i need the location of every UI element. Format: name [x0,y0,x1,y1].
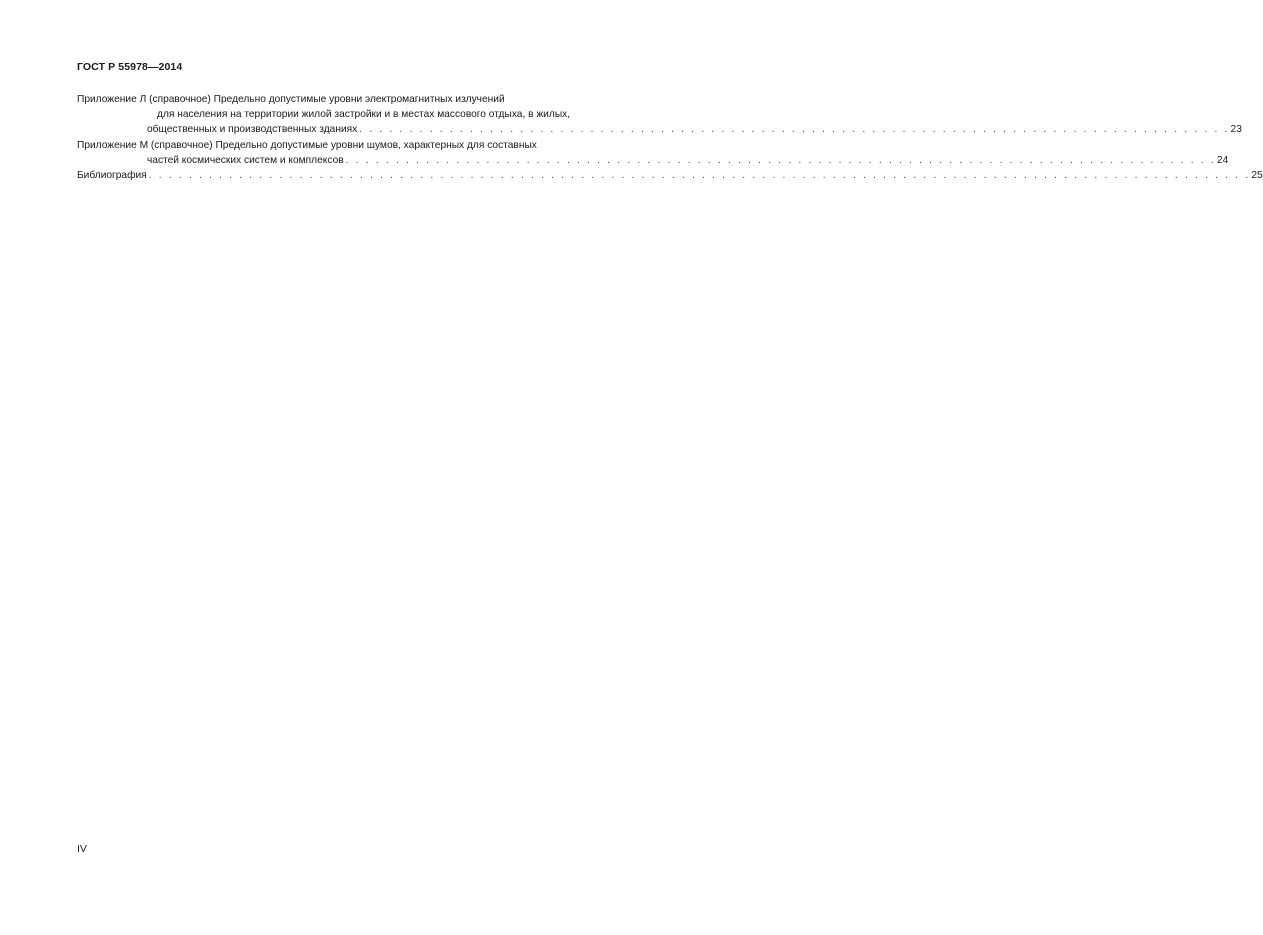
toc-entry-text: Библиография [77,170,147,182]
dot-leader: . . . . . . . . . . . . . . . . . . . . . . . . . . . . . . . . . . . . . . . . . . . . . . . . . . . . . . . . . . . . . . . . . . . . . . . . . . . . . . . . . . . . . . . [359,124,1230,136]
toc-entry-bibliography[interactable] [77,168,1263,183]
dot-leader: . . . . . . . . . . . . . . . . . . . . . . . . . . . . . . . . . . . . . . . . . . . . . . . . . . . . . . . . . . . . . . . . . . . . . . . . . . . . . . . . . . . . . . . [345,154,1216,166]
toc-entry-last-line [77,168,1263,183]
toc-entry-last-line [77,122,1242,137]
toc-entry-appendix-m[interactable] [77,138,1229,168]
dot-leader: . . . . . . . . . . . . . . . . . . . . . . . . . . . . . . . . . . . . . . . . . . . . . . . . . . . . . . . . . . . . . . . . . . . . . . . . . . . . . . . . . . . . . . . . . . . . . . . . . . . . . . . . . . . . . . [148,170,1251,182]
toc-entry-continuation-line: для населения на территории жилой застройки и в местах массового отдыха, в жилых, [157,109,571,121]
toc-entry-title-line: Приложение М (справочное) Предельно допустимые уровни шумов, характерных для составных [77,139,537,151]
toc-page-number: 25 [1251,170,1263,182]
toc-entry-text: частей космических систем и комплексов [147,154,344,166]
toc-entry-appendix-l[interactable] [77,92,1242,138]
document-header: ГОСТ Р 55978—2014 [77,61,183,73]
toc-page-number: 23 [1230,124,1242,136]
toc-entry-last-line [77,153,1229,168]
toc-entry-text: общественных и производственных зданиях [147,124,358,136]
table-of-contents [77,92,1263,183]
page-number: IV [77,843,87,855]
toc-page-number: 24 [1216,154,1229,166]
toc-entry-title-line: Приложение Л (справочное) Предельно допустимые уровни электромагнитных излучений [77,94,505,105]
